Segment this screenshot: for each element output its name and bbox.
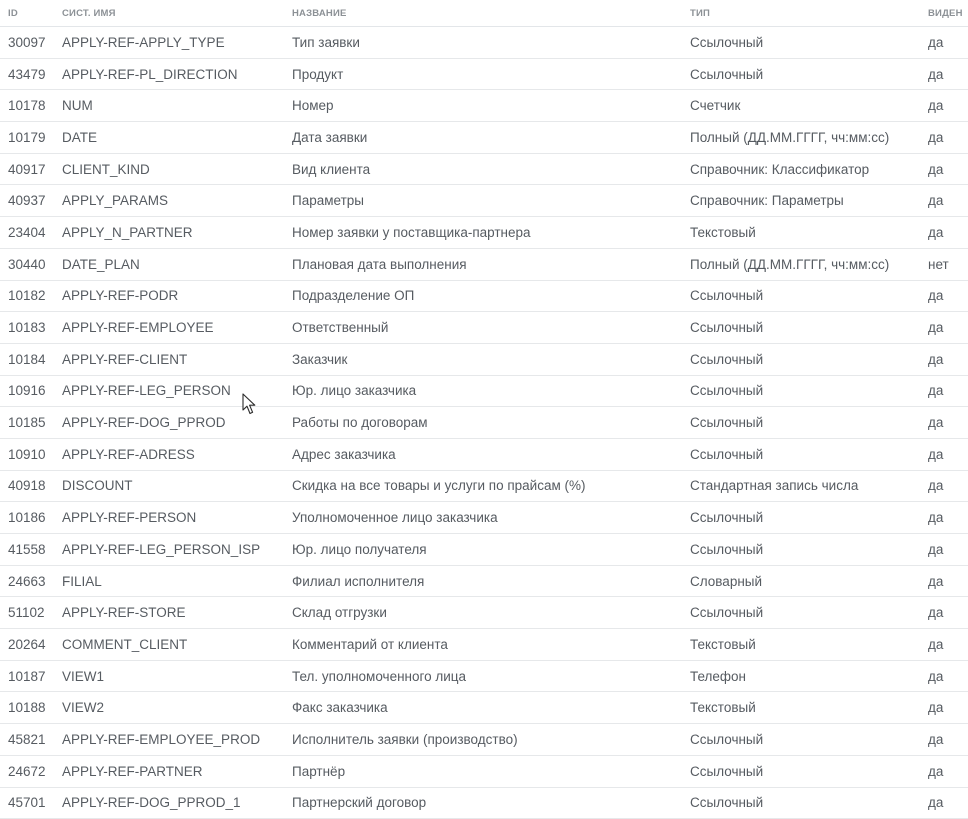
cell-visible: да	[920, 90, 968, 122]
table-row[interactable]	[0, 153, 968, 185]
cell-name: Склад отгрузки	[284, 597, 682, 629]
cell-visible: да	[920, 312, 968, 344]
column-header-id[interactable]: ID	[0, 0, 54, 27]
table-row[interactable]	[0, 90, 968, 122]
cell-visible: да	[920, 217, 968, 249]
header-row	[0, 0, 968, 27]
cell-name: Филиал исполнителя	[284, 565, 682, 597]
cell-visible: да	[920, 122, 968, 154]
cell-id: 10182	[0, 280, 54, 312]
cell-id: 20264	[0, 629, 54, 661]
table-row[interactable]	[0, 629, 968, 661]
cell-sys-name: DATE	[54, 122, 284, 154]
cell-sys-name: APPLY-REF-EMPLOYEE	[54, 312, 284, 344]
table-row[interactable]	[0, 787, 968, 819]
cell-id: 51102	[0, 597, 54, 629]
cell-sys-name: APPLY-REF-DOG_PPROD	[54, 407, 284, 439]
cell-id: 40918	[0, 470, 54, 502]
cell-type: Справочник: Параметры	[682, 185, 920, 217]
column-header-visible[interactable]: ВИДЕН	[920, 0, 968, 27]
table-row[interactable]	[0, 692, 968, 724]
table-body	[0, 27, 968, 819]
cell-sys-name: APPLY-REF-ADRESS	[54, 438, 284, 470]
table-row[interactable]	[0, 534, 968, 566]
cell-name: Исполнитель заявки (производство)	[284, 724, 682, 756]
cell-type: Полный (ДД.ММ.ГГГГ, чч:мм:сс)	[682, 122, 920, 154]
cell-id: 24672	[0, 755, 54, 787]
table-row[interactable]	[0, 185, 968, 217]
table-row[interactable]	[0, 597, 968, 629]
cell-name: Юр. лицо получателя	[284, 534, 682, 566]
cell-name: Тел. уполномоченного лица	[284, 660, 682, 692]
cell-name: Уполномоченное лицо заказчика	[284, 502, 682, 534]
cell-sys-name: VIEW1	[54, 660, 284, 692]
cell-visible: да	[920, 407, 968, 439]
cell-name: Номер заявки у поставщика-партнера	[284, 217, 682, 249]
table-row[interactable]	[0, 343, 968, 375]
cell-type: Стандартная запись числа	[682, 470, 920, 502]
table-row[interactable]	[0, 565, 968, 597]
cell-sys-name: COMMENT_CLIENT	[54, 629, 284, 661]
cell-sys-name: DISCOUNT	[54, 470, 284, 502]
cell-id: 10188	[0, 692, 54, 724]
cell-sys-name: APPLY-REF-STORE	[54, 597, 284, 629]
cell-type: Текстовый	[682, 692, 920, 724]
cell-visible: да	[920, 343, 968, 375]
table-row[interactable]	[0, 660, 968, 692]
cell-visible: да	[920, 565, 968, 597]
cell-name: Скидка на все товары и услуги по прайсам (%)	[284, 470, 682, 502]
column-header-type[interactable]: ТИП	[682, 0, 920, 27]
cell-id: 41558	[0, 534, 54, 566]
cell-visible: да	[920, 502, 968, 534]
cell-type: Словарный	[682, 565, 920, 597]
table-row[interactable]	[0, 755, 968, 787]
cell-visible: да	[920, 534, 968, 566]
cell-visible: да	[920, 597, 968, 629]
cell-id: 10916	[0, 375, 54, 407]
cell-type: Телефон	[682, 660, 920, 692]
cell-type: Ссылочный	[682, 787, 920, 819]
cell-id: 40937	[0, 185, 54, 217]
cell-id: 40917	[0, 153, 54, 185]
table-row[interactable]	[0, 217, 968, 249]
cell-id: 10184	[0, 343, 54, 375]
cell-id: 10178	[0, 90, 54, 122]
cell-id: 10910	[0, 438, 54, 470]
cell-visible: да	[920, 724, 968, 756]
table-header	[0, 0, 968, 27]
column-header-sys-name[interactable]: СИСТ. ИМЯ	[54, 0, 284, 27]
cell-name: Работы по договорам	[284, 407, 682, 439]
cell-sys-name: APPLY_PARAMS	[54, 185, 284, 217]
cell-name: Факс заказчика	[284, 692, 682, 724]
cell-type: Ссылочный	[682, 502, 920, 534]
cell-id: 45821	[0, 724, 54, 756]
cell-visible: да	[920, 660, 968, 692]
cell-sys-name: APPLY-REF-PERSON	[54, 502, 284, 534]
column-header-name[interactable]: НАЗВАНИЕ	[284, 0, 682, 27]
cell-type: Ссылочный	[682, 58, 920, 90]
cell-type: Счетчик	[682, 90, 920, 122]
cell-sys-name: CLIENT_KIND	[54, 153, 284, 185]
table-row[interactable]	[0, 312, 968, 344]
cell-visible: да	[920, 755, 968, 787]
table-row[interactable]	[0, 502, 968, 534]
cell-id: 45701	[0, 787, 54, 819]
cell-type: Полный (ДД.ММ.ГГГГ, чч:мм:сс)	[682, 248, 920, 280]
cell-visible: да	[920, 280, 968, 312]
cell-type: Текстовый	[682, 629, 920, 661]
cell-id: 10179	[0, 122, 54, 154]
cell-sys-name: APPLY-REF-LEG_PERSON	[54, 375, 284, 407]
cell-sys-name: VIEW2	[54, 692, 284, 724]
table-row[interactable]	[0, 407, 968, 439]
cell-name: Комментарий от клиента	[284, 629, 682, 661]
cell-type: Текстовый	[682, 217, 920, 249]
cell-sys-name: APPLY_N_PARTNER	[54, 217, 284, 249]
cell-name: Партнёр	[284, 755, 682, 787]
cell-name: Подразделение ОП	[284, 280, 682, 312]
cell-id: 24663	[0, 565, 54, 597]
cell-name: Адрес заказчика	[284, 438, 682, 470]
cell-type: Ссылочный	[682, 724, 920, 756]
cell-type: Ссылочный	[682, 755, 920, 787]
cell-visible: да	[920, 629, 968, 661]
cell-type: Ссылочный	[682, 280, 920, 312]
table-row[interactable]	[0, 27, 968, 59]
cell-visible: да	[920, 787, 968, 819]
cell-visible: нет	[920, 248, 968, 280]
table-row[interactable]	[0, 724, 968, 756]
cell-visible: да	[920, 153, 968, 185]
cell-type: Ссылочный	[682, 312, 920, 344]
cell-name: Номер	[284, 90, 682, 122]
table-row[interactable]	[0, 470, 968, 502]
cell-name: Юр. лицо заказчика	[284, 375, 682, 407]
table-row[interactable]	[0, 280, 968, 312]
cell-sys-name: APPLY-REF-PODR	[54, 280, 284, 312]
cell-visible: да	[920, 470, 968, 502]
cell-visible: да	[920, 438, 968, 470]
cell-sys-name: APPLY-REF-APPLY_TYPE	[54, 27, 284, 59]
cell-visible: да	[920, 27, 968, 59]
cell-sys-name: APPLY-REF-LEG_PERSON_ISP	[54, 534, 284, 566]
table-row[interactable]	[0, 248, 968, 280]
cell-sys-name: APPLY-REF-EMPLOYEE_PROD	[54, 724, 284, 756]
cell-name: Заказчик	[284, 343, 682, 375]
cell-visible: да	[920, 375, 968, 407]
cell-id: 10186	[0, 502, 54, 534]
cell-sys-name: APPLY-REF-PARTNER	[54, 755, 284, 787]
table-row[interactable]	[0, 122, 968, 154]
cell-sys-name: NUM	[54, 90, 284, 122]
cell-name: Ответственный	[284, 312, 682, 344]
cell-type: Ссылочный	[682, 27, 920, 59]
cell-name: Дата заявки	[284, 122, 682, 154]
cell-type: Ссылочный	[682, 438, 920, 470]
cell-sys-name: APPLY-REF-DOG_PPROD_1	[54, 787, 284, 819]
cell-id: 10187	[0, 660, 54, 692]
cell-id: 30097	[0, 27, 54, 59]
cell-name: Партнерский договор	[284, 787, 682, 819]
cell-type: Ссылочный	[682, 597, 920, 629]
cell-name: Параметры	[284, 185, 682, 217]
cell-sys-name: DATE_PLAN	[54, 248, 284, 280]
cell-id: 43479	[0, 58, 54, 90]
cell-type: Ссылочный	[682, 375, 920, 407]
cell-name: Плановая дата выполнения	[284, 248, 682, 280]
cell-id: 10183	[0, 312, 54, 344]
cell-id: 30440	[0, 248, 54, 280]
table-row[interactable]	[0, 438, 968, 470]
cell-visible: да	[920, 185, 968, 217]
cell-sys-name: APPLY-REF-PL_DIRECTION	[54, 58, 284, 90]
cell-sys-name: APPLY-REF-CLIENT	[54, 343, 284, 375]
table-row[interactable]	[0, 58, 968, 90]
cell-name: Вид клиента	[284, 153, 682, 185]
cell-type: Справочник: Классификатор	[682, 153, 920, 185]
cell-type: Ссылочный	[682, 343, 920, 375]
cell-visible: да	[920, 58, 968, 90]
cell-type: Ссылочный	[682, 407, 920, 439]
cell-id: 23404	[0, 217, 54, 249]
cell-type: Ссылочный	[682, 534, 920, 566]
cell-sys-name: FILIAL	[54, 565, 284, 597]
cell-name: Продукт	[284, 58, 682, 90]
table-row[interactable]	[0, 375, 968, 407]
cell-id: 10185	[0, 407, 54, 439]
cell-name: Тип заявки	[284, 27, 682, 59]
cell-visible: да	[920, 692, 968, 724]
